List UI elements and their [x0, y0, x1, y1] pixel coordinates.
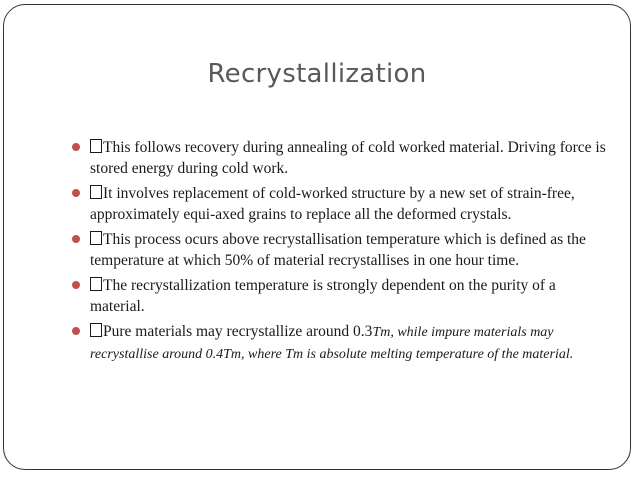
bullet-dot-icon — [72, 327, 80, 335]
bullet-text: This process ocurs above recrystallisation temperature which is defined as the temperature at which 50% of material recrystallises in one hour time. — [90, 231, 586, 269]
bullet-text-plain: Pure materials may recrystallize around 0.3 — [103, 323, 373, 340]
bullet-item-temperature — [68, 229, 608, 271]
bullet-dot-icon — [72, 235, 80, 243]
bullet-text-italic: Tm, while impure materials may recrystallise around 0.4Tm, where Tm is absolute melting temperature of the material. — [90, 325, 574, 362]
missing-glyph-box-icon — [90, 139, 102, 153]
bullet-dot-icon — [72, 189, 80, 197]
bullet-dot-icon — [72, 143, 80, 151]
bullet-text: It involves replacement of cold-worked structure by a new set of strain-free, approximately equi-axed grains to replace all the deformed crystals. — [90, 185, 575, 223]
missing-glyph-box-icon — [90, 277, 102, 291]
bullet-text: The recrystallization temperature is strongly dependent on the purity of a material. — [90, 277, 556, 315]
missing-glyph-box-icon — [90, 323, 102, 337]
missing-glyph-box-icon — [90, 185, 102, 199]
bullet-item-recovery — [68, 137, 608, 179]
missing-glyph-box-icon — [90, 231, 102, 245]
slide-frame — [3, 4, 631, 470]
bullet-dot-icon — [72, 281, 80, 289]
slide-title: Recrystallization — [207, 59, 427, 89]
bullet-item-pure-materials — [68, 321, 608, 365]
bullet-text: This follows recovery during annealing of cold worked material. Driving force is stored energy during cold work. — [90, 139, 606, 177]
bullet-list — [68, 137, 608, 369]
bullet-item-purity — [68, 275, 608, 317]
bullet-item-replacement — [68, 183, 608, 225]
